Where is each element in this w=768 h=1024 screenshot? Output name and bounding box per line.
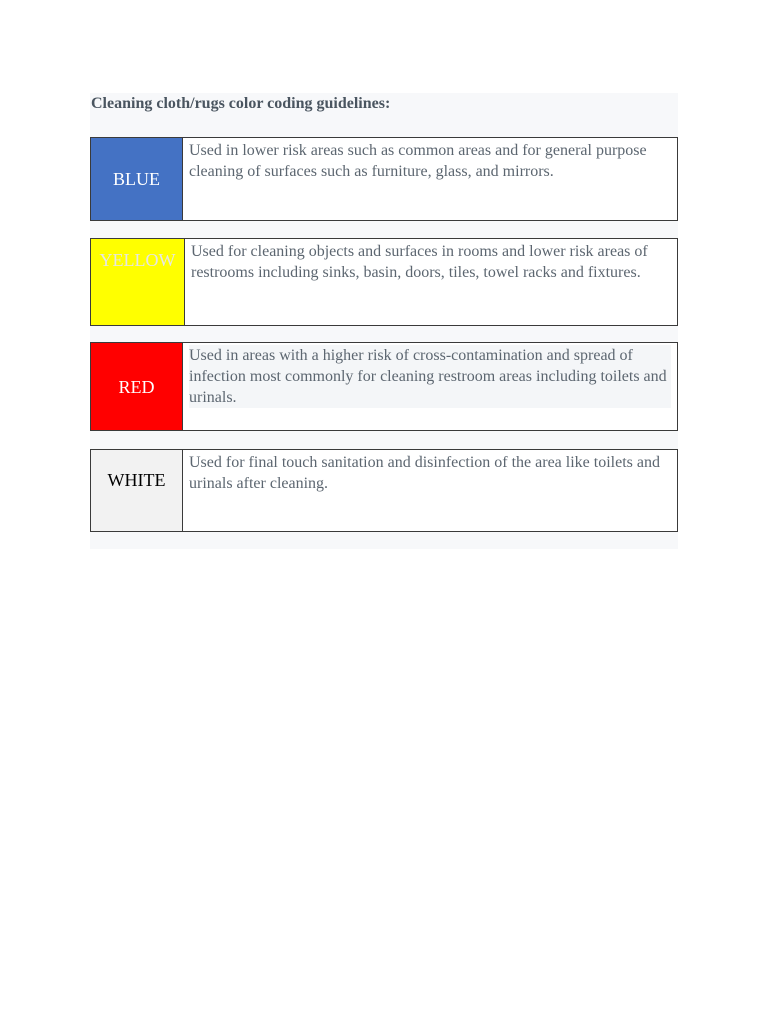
color-swatch-white: [91, 450, 182, 531]
color-swatch-yellow: [91, 239, 184, 325]
color-description-white: Used for final touch sanitation and disinfection of the area like toilets and urinals after cleaning.: [182, 450, 677, 531]
color-description-text: Used in areas with a higher risk of cross-contamination and spread of infection most commonly for cleaning restroom areas including toilets and urinals.: [189, 345, 671, 408]
color-description-blue: Used in lower risk areas such as common areas and for general purpose cleaning of surfaces such as furniture, glass, and mirrors.: [182, 138, 677, 220]
color-code-card-red: [90, 342, 678, 431]
color-description-yellow: Used for cleaning objects and surfaces in rooms and lower risk areas of restrooms including sinks, basin, doors, tiles, towel racks and fixtures.: [184, 239, 677, 325]
color-code-card-yellow: [90, 238, 678, 326]
color-code-card-blue: [90, 137, 678, 221]
color-name-label: YELLOW: [99, 250, 176, 270]
color-swatch-red: [91, 343, 182, 430]
document-title: Cleaning cloth/rugs color coding guidelines:: [91, 95, 391, 112]
color-code-card-white: [90, 449, 678, 532]
color-name-label: RED: [118, 376, 155, 397]
color-name-label: BLUE: [113, 169, 160, 189]
color-swatch-blue: [91, 138, 182, 220]
color-name-label: WHITE: [107, 470, 166, 490]
color-description-red: [182, 343, 677, 430]
